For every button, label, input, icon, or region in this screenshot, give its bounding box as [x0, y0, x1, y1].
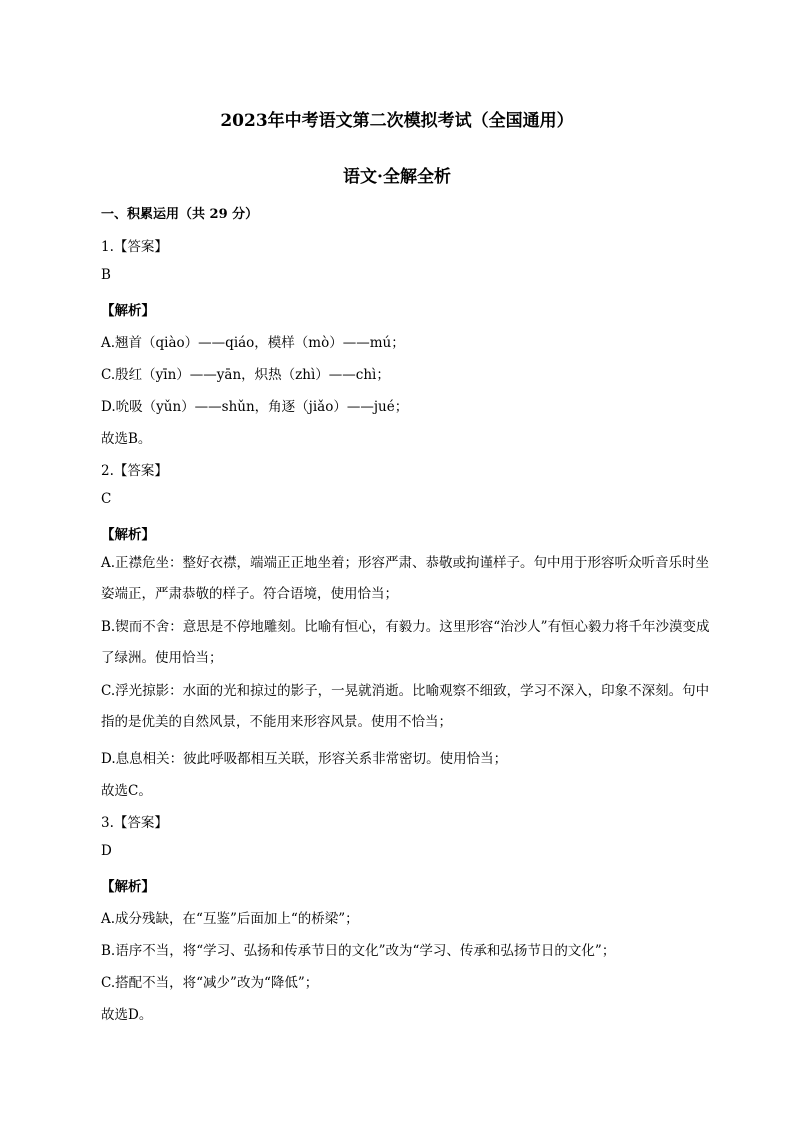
analysis-heading: 【解析】 [101, 303, 155, 319]
analysis-line: D.吮吸（yǔn）——shǔn，角逐（jiǎo）——jué； [101, 399, 409, 415]
analysis-line: C.搭配不当，将“减少”改为“降低”； [101, 975, 319, 991]
analysis-line: A.翘首（qiào）——qiáo，模样（mò）——mú； [101, 335, 405, 351]
analysis-line: B.语序不当，将“学习、弘扬和传承节日的文化”改为“学习、传承和弘扬节日的文化”； [101, 943, 616, 959]
answer-heading: 3.【答案】 [101, 815, 168, 831]
conclusion-line: 故选C。 [101, 783, 152, 799]
analysis-line: C.殷红（yīn）——yān，炽热（zhì）——chì； [101, 367, 390, 383]
conclusion-line: 故选D。 [101, 1007, 153, 1023]
analysis-paragraph: A.正襟危坐：整好衣襟，端端正正地坐着；形容严肃、恭敬或拘谨样子。句中用于形容听众听音乐时坐姿端正，严肃恭敬的样子。符合语境，使用恰当； [101, 555, 710, 602]
answer-heading: 2.【答案】 [101, 463, 168, 479]
answer-heading: 1.【答案】 [101, 239, 168, 255]
answer-value: C [101, 491, 112, 507]
analysis-line: A.成分残缺，在“互鉴”后面加上“的桥梁”； [101, 911, 359, 927]
page-subtitle: 语文·全解全析 [343, 167, 451, 187]
analysis-line: D.息息相关：彼此呼吸都相互关联，形容关系非常密切。使用恰当； [101, 751, 508, 767]
answer-value: D [101, 843, 112, 859]
answer-value: B [101, 267, 111, 283]
section-heading: 一、积累运用（共 29 分） [101, 207, 259, 222]
page-title: 2023年中考语文第二次模拟考试（全国通用） [220, 111, 574, 131]
analysis-heading: 【解析】 [101, 527, 155, 543]
analysis-heading: 【解析】 [101, 879, 155, 895]
analysis-paragraph: B.锲而不舍：意思是不停地雕刻。比喻有恒心，有毅力。这里形容“治沙人”有恒心毅力将千年沙漠变成了绿洲。使用恰当； [101, 619, 710, 666]
conclusion-line: 故选B。 [101, 431, 152, 447]
analysis-paragraph: C.浮光掠影：水面的光和掠过的影子，一晃就消逝。比喻观察不细致，学习不深入，印象不深刻。句中指的是优美的自然风景，不能用来形容风景。使用不恰当； [101, 683, 710, 730]
